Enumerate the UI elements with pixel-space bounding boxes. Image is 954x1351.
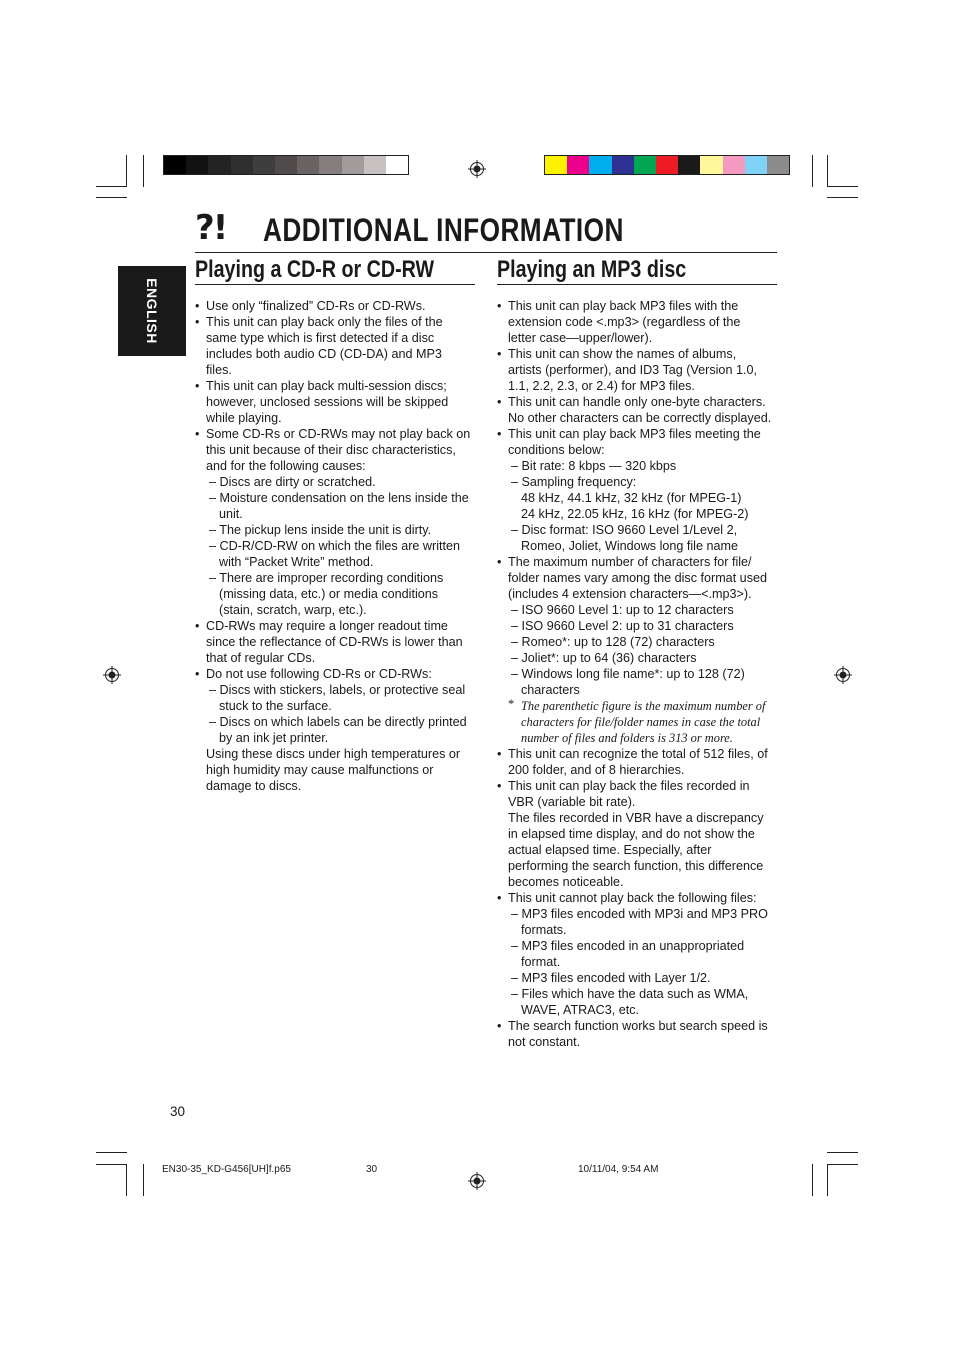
- line-text: This unit can play back only the files of the: [206, 315, 443, 329]
- crop-mark: [812, 1164, 813, 1196]
- color-swatch: [342, 156, 364, 174]
- line-text: 1.1, 2.2, 2.3, or 2.4) for MP3 files.: [508, 379, 695, 393]
- color-swatch: [612, 156, 634, 174]
- line-text: – Bit rate: 8 kbps — 320 kbps: [511, 459, 677, 473]
- line-text: since the reflectance of CD-RWs is lower than: [206, 635, 463, 649]
- line-text: stuck to the surface.: [219, 699, 332, 713]
- page-number: 30: [170, 1104, 186, 1119]
- bullet-continuation: [195, 778, 480, 794]
- crop-mark: [143, 1164, 144, 1196]
- line-text: – Romeo*: up to 128 (72) characters: [511, 635, 715, 649]
- bullet-item: [497, 554, 782, 570]
- bullet-item: [195, 618, 480, 634]
- color-swatch: [767, 156, 789, 174]
- bullet-continuation: [195, 394, 480, 410]
- bullet-continuation: [497, 330, 782, 346]
- line-text: performing the search function, this difference: [508, 859, 764, 873]
- line-text: (includes 4 extension characters—<.mp3>).: [508, 587, 752, 601]
- line-text: This unit can play back MP3 files meeting the: [508, 427, 761, 441]
- bullet-continuation: [497, 410, 782, 426]
- line-text: This unit can play back the files recorded in: [508, 779, 750, 793]
- sub-item-continuation: [497, 954, 782, 970]
- crop-mark: [96, 186, 127, 187]
- line-text: and for the following causes:: [206, 459, 366, 473]
- color-swatch: [589, 156, 611, 174]
- sub-item-continuation: [497, 1002, 782, 1018]
- line-text: Using these discs under high temperatures or: [206, 747, 461, 761]
- color-swatch: [231, 156, 253, 174]
- sub-item: [497, 522, 782, 538]
- crop-mark: [827, 197, 858, 198]
- line-text: that of regular CDs.: [206, 651, 316, 665]
- sub-item: [195, 714, 480, 730]
- line-text: The parenthetic figure is the maximum number of: [521, 699, 766, 713]
- bullet-continuation: [497, 586, 782, 602]
- line-text: This unit cannot play back the following files:: [508, 891, 757, 905]
- footer-filename: EN30-35_KD-G456[UH]f.p65: [162, 1164, 291, 1175]
- bullet-continuation: [497, 858, 782, 874]
- line-text: Romeo, Joliet, Windows long file name: [521, 539, 738, 553]
- sub-item: [497, 618, 782, 634]
- line-text: formats.: [521, 923, 567, 937]
- sub-item: [497, 986, 782, 1002]
- sub-item: [195, 490, 480, 506]
- color-swatch: [386, 156, 408, 174]
- line-text: – Files which have the data such as WMA,: [511, 987, 749, 1001]
- sub-item: [497, 938, 782, 954]
- bullet-continuation: [195, 746, 480, 762]
- line-text: (missing data, etc.) or media conditions: [219, 587, 439, 601]
- crop-mark: [827, 155, 828, 187]
- registration-target-icon: [834, 666, 852, 684]
- line-text: – Joliet*: up to 64 (36) characters: [511, 651, 697, 665]
- language-tab: [118, 266, 186, 356]
- line-text: unit.: [219, 507, 243, 521]
- color-swatch: [297, 156, 319, 174]
- line-text: – Disc format: ISO 9660 Level 1/Level 2,: [511, 523, 738, 537]
- bullet-item: [195, 378, 480, 394]
- line-text: with “Packet Write” method.: [219, 555, 374, 569]
- section-heading-mp3: [497, 256, 777, 285]
- bullet-continuation: [195, 330, 480, 346]
- line-text: WAVE, ATRAC3, etc.: [521, 1003, 640, 1017]
- bullet-continuation: [195, 442, 480, 458]
- line-text: Use only “finalized” CD-Rs or CD-RWs.: [206, 299, 426, 313]
- question-exclamation-icon: ?!: [195, 208, 227, 248]
- bullet-continuation: [195, 458, 480, 474]
- line-text: (stain, scratch, warp, etc.).: [219, 603, 367, 617]
- crop-mark: [96, 1164, 127, 1165]
- color-swatch: [253, 156, 275, 174]
- grayscale-color-bar: [163, 155, 409, 175]
- color-swatch: [700, 156, 722, 174]
- sub-item: [497, 458, 782, 474]
- sub-item: [195, 522, 480, 538]
- sub-item: [497, 650, 782, 666]
- color-swatch: [364, 156, 386, 174]
- line-text: in elapsed time display, and do not show the: [508, 827, 755, 841]
- footer-page: 30: [366, 1164, 378, 1175]
- line-text: Do not use following CD-Rs or CD-RWs:: [206, 667, 432, 681]
- color-swatch: [723, 156, 745, 174]
- bullet-item: [497, 1018, 782, 1034]
- bullet-continuation: [497, 794, 782, 810]
- color-swatch: [567, 156, 589, 174]
- line-text: this unit because of their disc characteristics,: [206, 443, 456, 457]
- line-text: – There are improper recording conditions: [209, 571, 444, 585]
- line-text: Some CD-Rs or CD-RWs may not play back on: [206, 427, 471, 441]
- color-swatch: [745, 156, 767, 174]
- bullet-continuation: [497, 1034, 782, 1050]
- line-text: 48 kHz, 44.1 kHz, 32 kHz (for MPEG-1): [521, 491, 742, 505]
- bullet-item: [497, 346, 782, 362]
- bullet-item: [497, 890, 782, 906]
- line-text: This unit can handle only one-byte characters.: [508, 395, 766, 409]
- sub-item-continuation: [195, 602, 480, 618]
- line-text: – MP3 files encoded in an unappropriated: [511, 939, 745, 953]
- bullet-continuation: [497, 570, 782, 586]
- line-text: files.: [206, 363, 232, 377]
- cdr-text-column: [195, 298, 480, 794]
- line-text: extension code <.mp3> (regardless of the: [508, 315, 741, 329]
- color-swatch: [634, 156, 656, 174]
- bullet-continuation: [497, 442, 782, 458]
- sub-item: [497, 666, 782, 682]
- line-text: 200 folder, and of 8 hierarchies.: [508, 763, 685, 777]
- line-text: while playing.: [206, 411, 282, 425]
- page-title: ADDITIONAL INFORMATION: [263, 212, 624, 248]
- color-swatch: [208, 156, 230, 174]
- line-text: format.: [521, 955, 561, 969]
- line-text: – Discs are dirty or scratched.: [209, 475, 376, 489]
- sub-item-continuation: [497, 506, 782, 522]
- color-swatch: [164, 156, 186, 174]
- line-text: This unit can play back multi-session discs;: [206, 379, 447, 393]
- line-text: includes both audio CD (CD-DA) and MP3: [206, 347, 442, 361]
- bullet-continuation: [497, 826, 782, 842]
- sub-item-continuation: [195, 698, 480, 714]
- line-text: The files recorded in VBR have a discrepancy: [508, 811, 764, 825]
- color-swatch: [545, 156, 567, 174]
- sub-item-continuation: [497, 538, 782, 554]
- line-text: This unit can recognize the total of 512 files, of: [508, 747, 768, 761]
- crop-mark: [96, 1152, 127, 1153]
- sub-item-continuation: [497, 490, 782, 506]
- sub-item-continuation: [497, 682, 782, 698]
- crop-mark: [827, 1164, 858, 1165]
- bullet-item: [497, 298, 782, 314]
- crop-mark: [143, 155, 144, 187]
- footnote: [497, 698, 782, 714]
- footnote: [497, 730, 782, 746]
- sub-item: [195, 538, 480, 554]
- color-swatch: [186, 156, 208, 174]
- line-text: folder names vary among the disc format used: [508, 571, 767, 585]
- sub-item: [497, 970, 782, 986]
- line-text: high humidity may cause malfunctions or: [206, 763, 434, 777]
- color-swatch: [319, 156, 341, 174]
- line-text: The search function works but search speed is: [508, 1019, 768, 1033]
- bullet-continuation: [195, 410, 480, 426]
- line-text: not constant.: [508, 1035, 581, 1049]
- registration-target-icon: [103, 666, 121, 684]
- crop-mark: [827, 186, 858, 187]
- crop-mark: [126, 1164, 127, 1196]
- registration-target-icon: [468, 1172, 486, 1190]
- sub-item-continuation: [497, 922, 782, 938]
- line-text: This unit can play back MP3 files with the: [508, 299, 739, 313]
- crop-mark: [96, 197, 127, 198]
- line-text: – ISO 9660 Level 1: up to 12 characters: [511, 603, 734, 617]
- sub-item: [195, 570, 480, 586]
- line-text: – CD-R/CD-RW on which the files are written: [209, 539, 461, 553]
- bullet-item: [195, 314, 480, 330]
- footer-date: 10/11/04, 9:54 AM: [578, 1164, 659, 1175]
- color-swatch: [275, 156, 297, 174]
- line-text: – MP3 files encoded with Layer 1/2.: [511, 971, 711, 985]
- registration-target-icon: [468, 160, 486, 178]
- line-text: damage to discs.: [206, 779, 302, 793]
- bullet-continuation: [497, 378, 782, 394]
- crop-mark: [827, 1152, 858, 1153]
- bullet-item: [195, 666, 480, 682]
- line-text: characters for file/folder names in case the total: [521, 715, 761, 729]
- line-text: becomes noticeable.: [508, 875, 624, 889]
- line-text: however, unclosed sessions will be skipped: [206, 395, 449, 409]
- bullet-item: [195, 426, 480, 442]
- bullet-item: [497, 426, 782, 442]
- sub-item: [195, 474, 480, 490]
- line-text: letter case—upper/lower).: [508, 331, 653, 345]
- bullet-continuation: [195, 346, 480, 362]
- line-text: CD-RWs may require a longer readout time: [206, 619, 448, 633]
- line-text: conditions below:: [508, 443, 605, 457]
- line-text: This unit can show the names of albums,: [508, 347, 737, 361]
- line-text: 24 kHz, 22.05 kHz, 16 kHz (for MPEG-2): [521, 507, 749, 521]
- line-text: – Discs with stickers, labels, or protective seal: [209, 683, 466, 697]
- sub-item-continuation: [195, 554, 480, 570]
- line-text: The maximum number of characters for file/: [508, 555, 752, 569]
- color-swatch: [656, 156, 678, 174]
- bullet-continuation: [497, 842, 782, 858]
- line-text: – ISO 9660 Level 2: up to 31 characters: [511, 619, 734, 633]
- bullet-continuation: [497, 362, 782, 378]
- bullet-continuation: [497, 810, 782, 826]
- line-text: actual elapsed time. Especially, after: [508, 843, 712, 857]
- sub-item-continuation: [195, 506, 480, 522]
- bullet-item: [497, 746, 782, 762]
- sub-item: [497, 602, 782, 618]
- sub-item: [497, 634, 782, 650]
- line-text: – Discs on which labels can be directly printed: [209, 715, 467, 729]
- crop-mark: [827, 1164, 828, 1196]
- footnote: [497, 714, 782, 730]
- line-text: characters: [521, 683, 580, 697]
- crop-mark: [126, 155, 127, 187]
- section-heading-mp3-text: Playing an MP3 disc: [497, 256, 687, 283]
- line-text: by an ink jet printer.: [219, 731, 329, 745]
- line-text: VBR (variable bit rate).: [508, 795, 636, 809]
- line-text: number of files and folders is 313 or more.: [521, 731, 733, 745]
- bullet-continuation: [195, 634, 480, 650]
- bullet-continuation: [195, 650, 480, 666]
- line-text: – Moisture condensation on the lens inside the: [209, 491, 469, 505]
- sub-item: [195, 682, 480, 698]
- line-text: same type which is first detected if a disc: [206, 331, 435, 345]
- bullet-continuation: [195, 762, 480, 778]
- sub-item: [497, 906, 782, 922]
- line-text: – Windows long file name*: up to 128 (72): [511, 667, 745, 681]
- line-text: – Sampling frequency:: [511, 475, 637, 489]
- section-heading-cdr: [195, 256, 475, 285]
- crop-mark: [812, 155, 813, 187]
- process-color-bar: [544, 155, 790, 175]
- asterisk-mark: *: [508, 697, 515, 711]
- page-header: [195, 208, 777, 253]
- bullet-item: [195, 298, 480, 314]
- language-tab-label: ENGLISH: [144, 278, 160, 344]
- bullet-continuation: [195, 362, 480, 378]
- line-text: – The pickup lens inside the unit is dirty.: [209, 523, 432, 537]
- bullet-continuation: [497, 762, 782, 778]
- section-heading-cdr-text: Playing a CD-R or CD-RW: [195, 256, 435, 283]
- line-text: artists (performer), and ID3 Tag (Version 1.0,: [508, 363, 757, 377]
- sub-item-continuation: [195, 730, 480, 746]
- bullet-item: [497, 394, 782, 410]
- bullet-continuation: [497, 874, 782, 890]
- mp3-text-column: [497, 298, 782, 1050]
- bullet-item: [497, 778, 782, 794]
- sub-item: [497, 474, 782, 490]
- sub-item-continuation: [195, 586, 480, 602]
- color-swatch: [678, 156, 700, 174]
- bullet-continuation: [497, 314, 782, 330]
- line-text: – MP3 files encoded with MP3i and MP3 PRO: [511, 907, 768, 921]
- line-text: No other characters can be correctly displayed.: [508, 411, 772, 425]
